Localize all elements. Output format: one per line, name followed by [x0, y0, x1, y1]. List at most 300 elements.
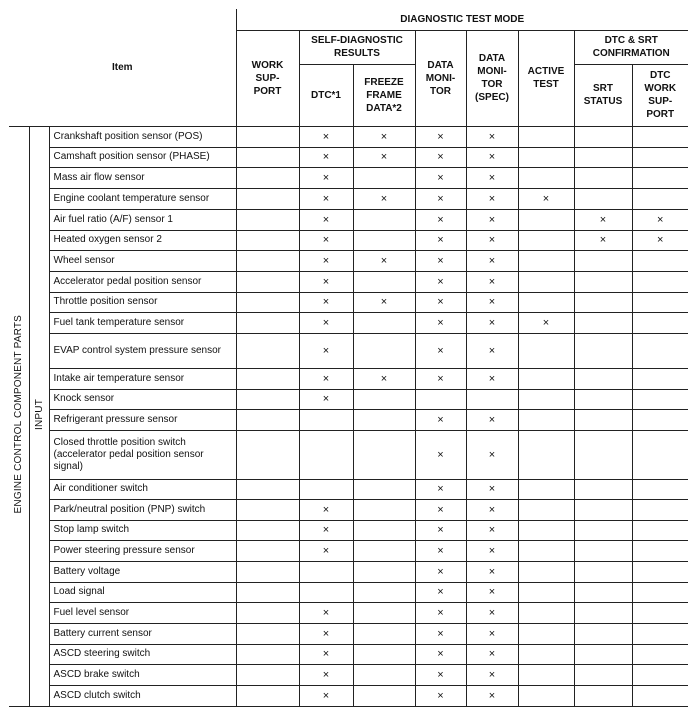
- item-name: Park/neutral position (PNP) switch: [49, 499, 236, 520]
- table-row: [9, 188, 688, 209]
- mark-cell-data-monitor-spec: [466, 479, 518, 499]
- x-mark: ×: [488, 648, 496, 660]
- mark-cell-work-support: [236, 312, 299, 333]
- table-row: [9, 664, 688, 685]
- mark-cell-dtc1: [299, 664, 353, 685]
- header-freeze-frame-data-label: FREEZE FRAME DATA*2: [364, 76, 404, 114]
- mark-cell-active-test: [518, 126, 574, 147]
- mark-cell-work-support: [236, 685, 299, 706]
- x-mark: ×: [380, 192, 388, 205]
- mark-cell-dtc-work-support: [632, 209, 688, 230]
- mark-cell-freeze-frame: [353, 409, 415, 430]
- mark-cell-work-support: [236, 389, 299, 409]
- mark-cell-dtc1: [299, 389, 353, 409]
- x-mark: ×: [488, 316, 496, 329]
- mark-cell-freeze-frame: [353, 389, 415, 409]
- item-name: Heated oxygen sensor 2: [49, 230, 236, 250]
- mark-cell-work-support: [236, 147, 299, 167]
- mark-cell-freeze-frame: [353, 188, 415, 209]
- mark-cell-data-monitor-spec: [466, 499, 518, 520]
- x-mark: ×: [322, 393, 330, 405]
- mark-cell-srt-status: [574, 520, 632, 540]
- diagnostic-table-container: [9, 9, 688, 707]
- mark-cell-data-monitor-spec: [466, 409, 518, 430]
- item-name: Fuel level sensor: [49, 602, 236, 623]
- mark-cell-work-support: [236, 230, 299, 250]
- mark-cell-active-test: [518, 561, 574, 582]
- mark-cell-dtc-work-support: [632, 582, 688, 602]
- mark-cell-srt-status: [574, 147, 632, 167]
- mark-cell-data-monitor-spec: [466, 188, 518, 209]
- x-mark: ×: [322, 296, 330, 308]
- item-name: ASCD brake switch: [49, 664, 236, 685]
- mark-cell-data-monitor: [415, 368, 466, 389]
- mark-cell-active-test: [518, 409, 574, 430]
- x-mark: ×: [437, 689, 444, 702]
- mark-cell-freeze-frame: [353, 623, 415, 644]
- x-mark: ×: [437, 213, 444, 226]
- table-row: [9, 602, 688, 623]
- mark-cell-data-monitor-spec: [466, 126, 518, 147]
- x-mark: ×: [322, 192, 330, 205]
- mark-cell-data-monitor: [415, 520, 466, 540]
- x-mark: ×: [488, 413, 496, 426]
- x-mark: ×: [322, 275, 330, 288]
- group-subcategory: [29, 126, 49, 706]
- x-mark: ×: [380, 254, 388, 267]
- mark-cell-data-monitor-spec: [466, 664, 518, 685]
- item-name: Throttle position sensor: [49, 292, 236, 312]
- mark-cell-work-support: [236, 368, 299, 389]
- mark-cell-active-test: [518, 188, 574, 209]
- item-name: Knock sensor: [49, 389, 236, 409]
- x-mark: ×: [542, 192, 550, 205]
- mark-cell-data-monitor: [415, 430, 466, 479]
- x-mark: ×: [488, 606, 496, 619]
- x-mark: ×: [437, 254, 444, 267]
- mark-cell-active-test: [518, 623, 574, 644]
- header-item: Item: [9, 9, 236, 126]
- x-mark: ×: [437, 606, 444, 619]
- x-mark: ×: [437, 565, 444, 578]
- mark-cell-data-monitor-spec: [466, 582, 518, 602]
- table-row: [9, 312, 688, 333]
- mark-cell-freeze-frame: [353, 292, 415, 312]
- mark-cell-dtc-work-support: [632, 540, 688, 561]
- mark-cell-dtc1: [299, 479, 353, 499]
- mark-cell-data-monitor: [415, 230, 466, 250]
- mark-cell-work-support: [236, 479, 299, 499]
- x-mark: ×: [380, 130, 388, 143]
- mark-cell-srt-status: [574, 126, 632, 147]
- table-row: [9, 167, 688, 188]
- mark-cell-data-monitor-spec: [466, 644, 518, 664]
- x-mark: ×: [488, 503, 496, 516]
- mark-cell-data-monitor: [415, 126, 466, 147]
- mark-cell-freeze-frame: [353, 271, 415, 292]
- x-mark: ×: [437, 503, 444, 516]
- x-mark: ×: [488, 151, 496, 163]
- mark-cell-srt-status: [574, 561, 632, 582]
- mark-cell-dtc1: [299, 230, 353, 250]
- mark-cell-dtc-work-support: [632, 271, 688, 292]
- mark-cell-dtc-work-support: [632, 644, 688, 664]
- mark-cell-freeze-frame: [353, 312, 415, 333]
- mark-cell-dtc-work-support: [632, 188, 688, 209]
- mark-cell-data-monitor-spec: [466, 430, 518, 479]
- mark-cell-data-monitor: [415, 582, 466, 602]
- table-row: [9, 479, 688, 499]
- x-mark: ×: [488, 565, 496, 578]
- mark-cell-work-support: [236, 520, 299, 540]
- x-mark: ×: [657, 234, 664, 246]
- mark-cell-active-test: [518, 644, 574, 664]
- mark-cell-data-monitor: [415, 409, 466, 430]
- x-mark: ×: [437, 413, 444, 426]
- mark-cell-dtc-work-support: [632, 126, 688, 147]
- x-mark: ×: [437, 448, 444, 461]
- mark-cell-freeze-frame: [353, 685, 415, 706]
- mark-cell-dtc1: [299, 499, 353, 520]
- x-mark: ×: [488, 296, 496, 308]
- x-mark: ×: [488, 668, 496, 681]
- mark-cell-freeze-frame: [353, 430, 415, 479]
- mark-cell-srt-status: [574, 499, 632, 520]
- x-mark: ×: [322, 344, 330, 357]
- x-mark: ×: [322, 213, 330, 226]
- table-header: [9, 9, 688, 126]
- mark-cell-srt-status: [574, 582, 632, 602]
- mark-cell-srt-status: [574, 250, 632, 271]
- mark-cell-data-monitor-spec: [466, 561, 518, 582]
- x-mark: ×: [322, 689, 330, 702]
- mark-cell-work-support: [236, 409, 299, 430]
- mark-cell-freeze-frame: [353, 368, 415, 389]
- mark-cell-freeze-frame: [353, 602, 415, 623]
- mark-cell-data-monitor-spec: [466, 167, 518, 188]
- mark-cell-dtc-work-support: [632, 292, 688, 312]
- mark-cell-dtc-work-support: [632, 602, 688, 623]
- header-data-monitor: [415, 30, 466, 126]
- mark-cell-dtc-work-support: [632, 430, 688, 479]
- mark-cell-active-test: [518, 147, 574, 167]
- table-row: [9, 582, 688, 602]
- mark-cell-active-test: [518, 664, 574, 685]
- mark-cell-dtc-work-support: [632, 479, 688, 499]
- header-diagnostic-test-mode: DIAGNOSTIC TEST MODE: [236, 9, 688, 30]
- mark-cell-work-support: [236, 333, 299, 368]
- mark-cell-active-test: [518, 602, 574, 623]
- mark-cell-data-monitor: [415, 623, 466, 644]
- mark-cell-data-monitor: [415, 209, 466, 230]
- x-mark: ×: [322, 234, 330, 246]
- mark-cell-active-test: [518, 368, 574, 389]
- mark-cell-work-support: [236, 623, 299, 644]
- x-mark: ×: [488, 689, 496, 702]
- mark-cell-data-monitor: [415, 644, 466, 664]
- mark-cell-dtc1: [299, 147, 353, 167]
- mark-cell-data-monitor: [415, 312, 466, 333]
- header-freeze-frame-data: [353, 64, 415, 126]
- mark-cell-active-test: [518, 540, 574, 561]
- mark-cell-active-test: [518, 430, 574, 479]
- mark-cell-data-monitor-spec: [466, 147, 518, 167]
- mark-cell-dtc-work-support: [632, 520, 688, 540]
- mark-cell-srt-status: [574, 540, 632, 561]
- mark-cell-freeze-frame: [353, 126, 415, 147]
- header-self-diagnostic-results-label: SELF-DIAGNOSTIC RESULTS: [311, 35, 403, 59]
- mark-cell-dtc-work-support: [632, 250, 688, 271]
- mark-cell-data-monitor-spec: [466, 540, 518, 561]
- item-name: Mass air flow sensor: [49, 167, 236, 188]
- x-mark: ×: [380, 296, 388, 308]
- mark-cell-data-monitor: [415, 271, 466, 292]
- mark-cell-dtc1: [299, 561, 353, 582]
- mark-cell-dtc-work-support: [632, 368, 688, 389]
- mark-cell-data-monitor: [415, 147, 466, 167]
- mark-cell-data-monitor: [415, 479, 466, 499]
- item-name: Refrigerant pressure sensor: [49, 409, 236, 430]
- mark-cell-freeze-frame: [353, 664, 415, 685]
- x-mark: ×: [322, 503, 330, 516]
- x-mark: ×: [322, 544, 330, 557]
- x-mark: ×: [657, 213, 664, 226]
- mark-cell-freeze-frame: [353, 167, 415, 188]
- mark-cell-data-monitor: [415, 602, 466, 623]
- mark-cell-freeze-frame: [353, 582, 415, 602]
- item-name: Engine coolant temperature sensor: [49, 188, 236, 209]
- mark-cell-dtc-work-support: [632, 685, 688, 706]
- item-name: Wheel sensor: [49, 250, 236, 271]
- header-data-monitor-label: DATA MONI- TOR: [425, 59, 456, 97]
- x-mark: ×: [599, 213, 607, 226]
- mark-cell-srt-status: [574, 368, 632, 389]
- x-mark: ×: [322, 151, 330, 163]
- header-dtc-work-support-label: DTC WORK SUP- PORT: [644, 70, 677, 120]
- item-name: EVAP control system pressure sensor: [49, 333, 236, 368]
- mark-cell-active-test: [518, 292, 574, 312]
- mark-cell-dtc-work-support: [632, 389, 688, 409]
- mark-cell-freeze-frame: [353, 250, 415, 271]
- item-name: Air fuel ratio (A/F) sensor 1: [49, 209, 236, 230]
- mark-cell-active-test: [518, 479, 574, 499]
- table-row: [9, 209, 688, 230]
- item-name: Power steering pressure sensor: [49, 540, 236, 561]
- item-name: Battery current sensor: [49, 623, 236, 644]
- mark-cell-dtc1: [299, 333, 353, 368]
- mark-cell-srt-status: [574, 602, 632, 623]
- x-mark: ×: [322, 316, 330, 329]
- x-mark: ×: [437, 483, 444, 495]
- mark-cell-active-test: [518, 209, 574, 230]
- x-mark: ×: [322, 606, 330, 619]
- item-name: Fuel tank temperature sensor: [49, 312, 236, 333]
- mark-cell-dtc1: [299, 368, 353, 389]
- mark-cell-work-support: [236, 540, 299, 561]
- mark-cell-data-monitor-spec: [466, 250, 518, 271]
- mark-cell-srt-status: [574, 188, 632, 209]
- mark-cell-srt-status: [574, 312, 632, 333]
- header-data-monitor-spec-label: DATA MONI- TOR (SPEC): [475, 53, 509, 103]
- mark-cell-data-monitor-spec: [466, 230, 518, 250]
- x-mark: ×: [322, 648, 330, 660]
- mark-cell-freeze-frame: [353, 499, 415, 520]
- mark-cell-srt-status: [574, 230, 632, 250]
- mark-cell-freeze-frame: [353, 333, 415, 368]
- mark-cell-data-monitor-spec: [466, 312, 518, 333]
- item-name: ASCD clutch switch: [49, 685, 236, 706]
- mark-cell-srt-status: [574, 430, 632, 479]
- mark-cell-data-monitor: [415, 540, 466, 561]
- mark-cell-data-monitor: [415, 292, 466, 312]
- mark-cell-work-support: [236, 292, 299, 312]
- mark-cell-active-test: [518, 685, 574, 706]
- mark-cell-dtc-work-support: [632, 230, 688, 250]
- mark-cell-work-support: [236, 561, 299, 582]
- mark-cell-data-monitor-spec: [466, 520, 518, 540]
- mark-cell-data-monitor: [415, 167, 466, 188]
- mark-cell-work-support: [236, 271, 299, 292]
- mark-cell-data-monitor-spec: [466, 602, 518, 623]
- x-mark: ×: [542, 316, 550, 329]
- mark-cell-data-monitor-spec: [466, 209, 518, 230]
- table-row: [9, 368, 688, 389]
- mark-cell-dtc1: [299, 209, 353, 230]
- header-active-test: [518, 30, 574, 126]
- mark-cell-data-monitor: [415, 389, 466, 409]
- table-row: [9, 520, 688, 540]
- mark-cell-dtc-work-support: [632, 623, 688, 644]
- mark-cell-work-support: [236, 664, 299, 685]
- table-row: [9, 147, 688, 167]
- item-name: Air conditioner switch: [49, 479, 236, 499]
- x-mark: ×: [322, 171, 330, 184]
- x-mark: ×: [322, 130, 330, 143]
- mark-cell-srt-status: [574, 271, 632, 292]
- table-row: [9, 623, 688, 644]
- mark-cell-active-test: [518, 582, 574, 602]
- mark-cell-dtc1: [299, 409, 353, 430]
- x-mark: ×: [488, 483, 496, 495]
- x-mark: ×: [488, 254, 496, 267]
- x-mark: ×: [437, 627, 444, 640]
- x-mark: ×: [437, 316, 444, 329]
- mark-cell-active-test: [518, 312, 574, 333]
- item-name: Crankshaft position sensor (POS): [49, 126, 236, 147]
- table-row: [9, 292, 688, 312]
- x-mark: ×: [437, 130, 444, 143]
- mark-cell-freeze-frame: [353, 479, 415, 499]
- mark-cell-srt-status: [574, 292, 632, 312]
- table-row: [9, 230, 688, 250]
- mark-cell-active-test: [518, 250, 574, 271]
- mark-cell-dtc-work-support: [632, 664, 688, 685]
- table-row: [9, 685, 688, 706]
- mark-cell-srt-status: [574, 623, 632, 644]
- x-mark: ×: [437, 668, 444, 681]
- item-name: ASCD steering switch: [49, 644, 236, 664]
- mark-cell-dtc1: [299, 623, 353, 644]
- x-mark: ×: [437, 234, 444, 246]
- item-name: Battery voltage: [49, 561, 236, 582]
- mark-cell-dtc1: [299, 188, 353, 209]
- x-mark: ×: [437, 586, 444, 598]
- mark-cell-data-monitor: [415, 499, 466, 520]
- group-category-label: ENGINE CONTROL COMPONENT PARTS: [13, 315, 25, 514]
- mark-cell-dtc1: [299, 540, 353, 561]
- mark-cell-srt-status: [574, 389, 632, 409]
- mark-cell-freeze-frame: [353, 209, 415, 230]
- mark-cell-active-test: [518, 230, 574, 250]
- x-mark: ×: [322, 627, 330, 640]
- x-mark: ×: [437, 524, 444, 536]
- header-dtc-srt-confirmation: [574, 30, 688, 64]
- mark-cell-freeze-frame: [353, 540, 415, 561]
- mark-cell-active-test: [518, 167, 574, 188]
- mark-cell-srt-status: [574, 167, 632, 188]
- mark-cell-work-support: [236, 209, 299, 230]
- item-name: Intake air temperature sensor: [49, 368, 236, 389]
- x-mark: ×: [488, 130, 496, 143]
- mark-cell-dtc1: [299, 126, 353, 147]
- diagnostic-test-mode-table: [9, 9, 688, 707]
- mark-cell-dtc-work-support: [632, 499, 688, 520]
- x-mark: ×: [488, 544, 496, 557]
- mark-cell-dtc-work-support: [632, 147, 688, 167]
- mark-cell-data-monitor: [415, 685, 466, 706]
- table-row: [9, 126, 688, 147]
- mark-cell-active-test: [518, 499, 574, 520]
- header-work-support: [236, 30, 299, 126]
- mark-cell-work-support: [236, 499, 299, 520]
- mark-cell-data-monitor-spec: [466, 271, 518, 292]
- mark-cell-data-monitor: [415, 250, 466, 271]
- mark-cell-work-support: [236, 250, 299, 271]
- mark-cell-dtc-work-support: [632, 409, 688, 430]
- group-category: [9, 126, 29, 706]
- item-name: Accelerator pedal position sensor: [49, 271, 236, 292]
- mark-cell-srt-status: [574, 209, 632, 230]
- table-row: [9, 540, 688, 561]
- mark-cell-srt-status: [574, 685, 632, 706]
- table-row: [9, 430, 688, 479]
- table-row: [9, 561, 688, 582]
- mark-cell-dtc1: [299, 167, 353, 188]
- mark-cell-srt-status: [574, 644, 632, 664]
- mark-cell-srt-status: [574, 409, 632, 430]
- table-body: [9, 126, 688, 706]
- mark-cell-srt-status: [574, 664, 632, 685]
- x-mark: ×: [322, 524, 330, 536]
- mark-cell-active-test: [518, 389, 574, 409]
- mark-cell-data-monitor: [415, 664, 466, 685]
- x-mark: ×: [380, 372, 388, 385]
- mark-cell-data-monitor: [415, 333, 466, 368]
- x-mark: ×: [488, 524, 496, 536]
- header-srt-status: [574, 64, 632, 126]
- mark-cell-work-support: [236, 430, 299, 479]
- mark-cell-dtc1: [299, 271, 353, 292]
- item-name: Camshaft position sensor (PHASE): [49, 147, 236, 167]
- mark-cell-work-support: [236, 644, 299, 664]
- mark-cell-data-monitor-spec: [466, 292, 518, 312]
- group-subcategory-label: INPUT: [33, 399, 45, 430]
- x-mark: ×: [488, 448, 496, 461]
- mark-cell-active-test: [518, 271, 574, 292]
- mark-cell-data-monitor: [415, 561, 466, 582]
- header-active-test-label: ACTIVE TEST: [527, 66, 565, 90]
- item-name: Closed throttle position switch (accelerator pedal position sensor signal): [49, 430, 236, 479]
